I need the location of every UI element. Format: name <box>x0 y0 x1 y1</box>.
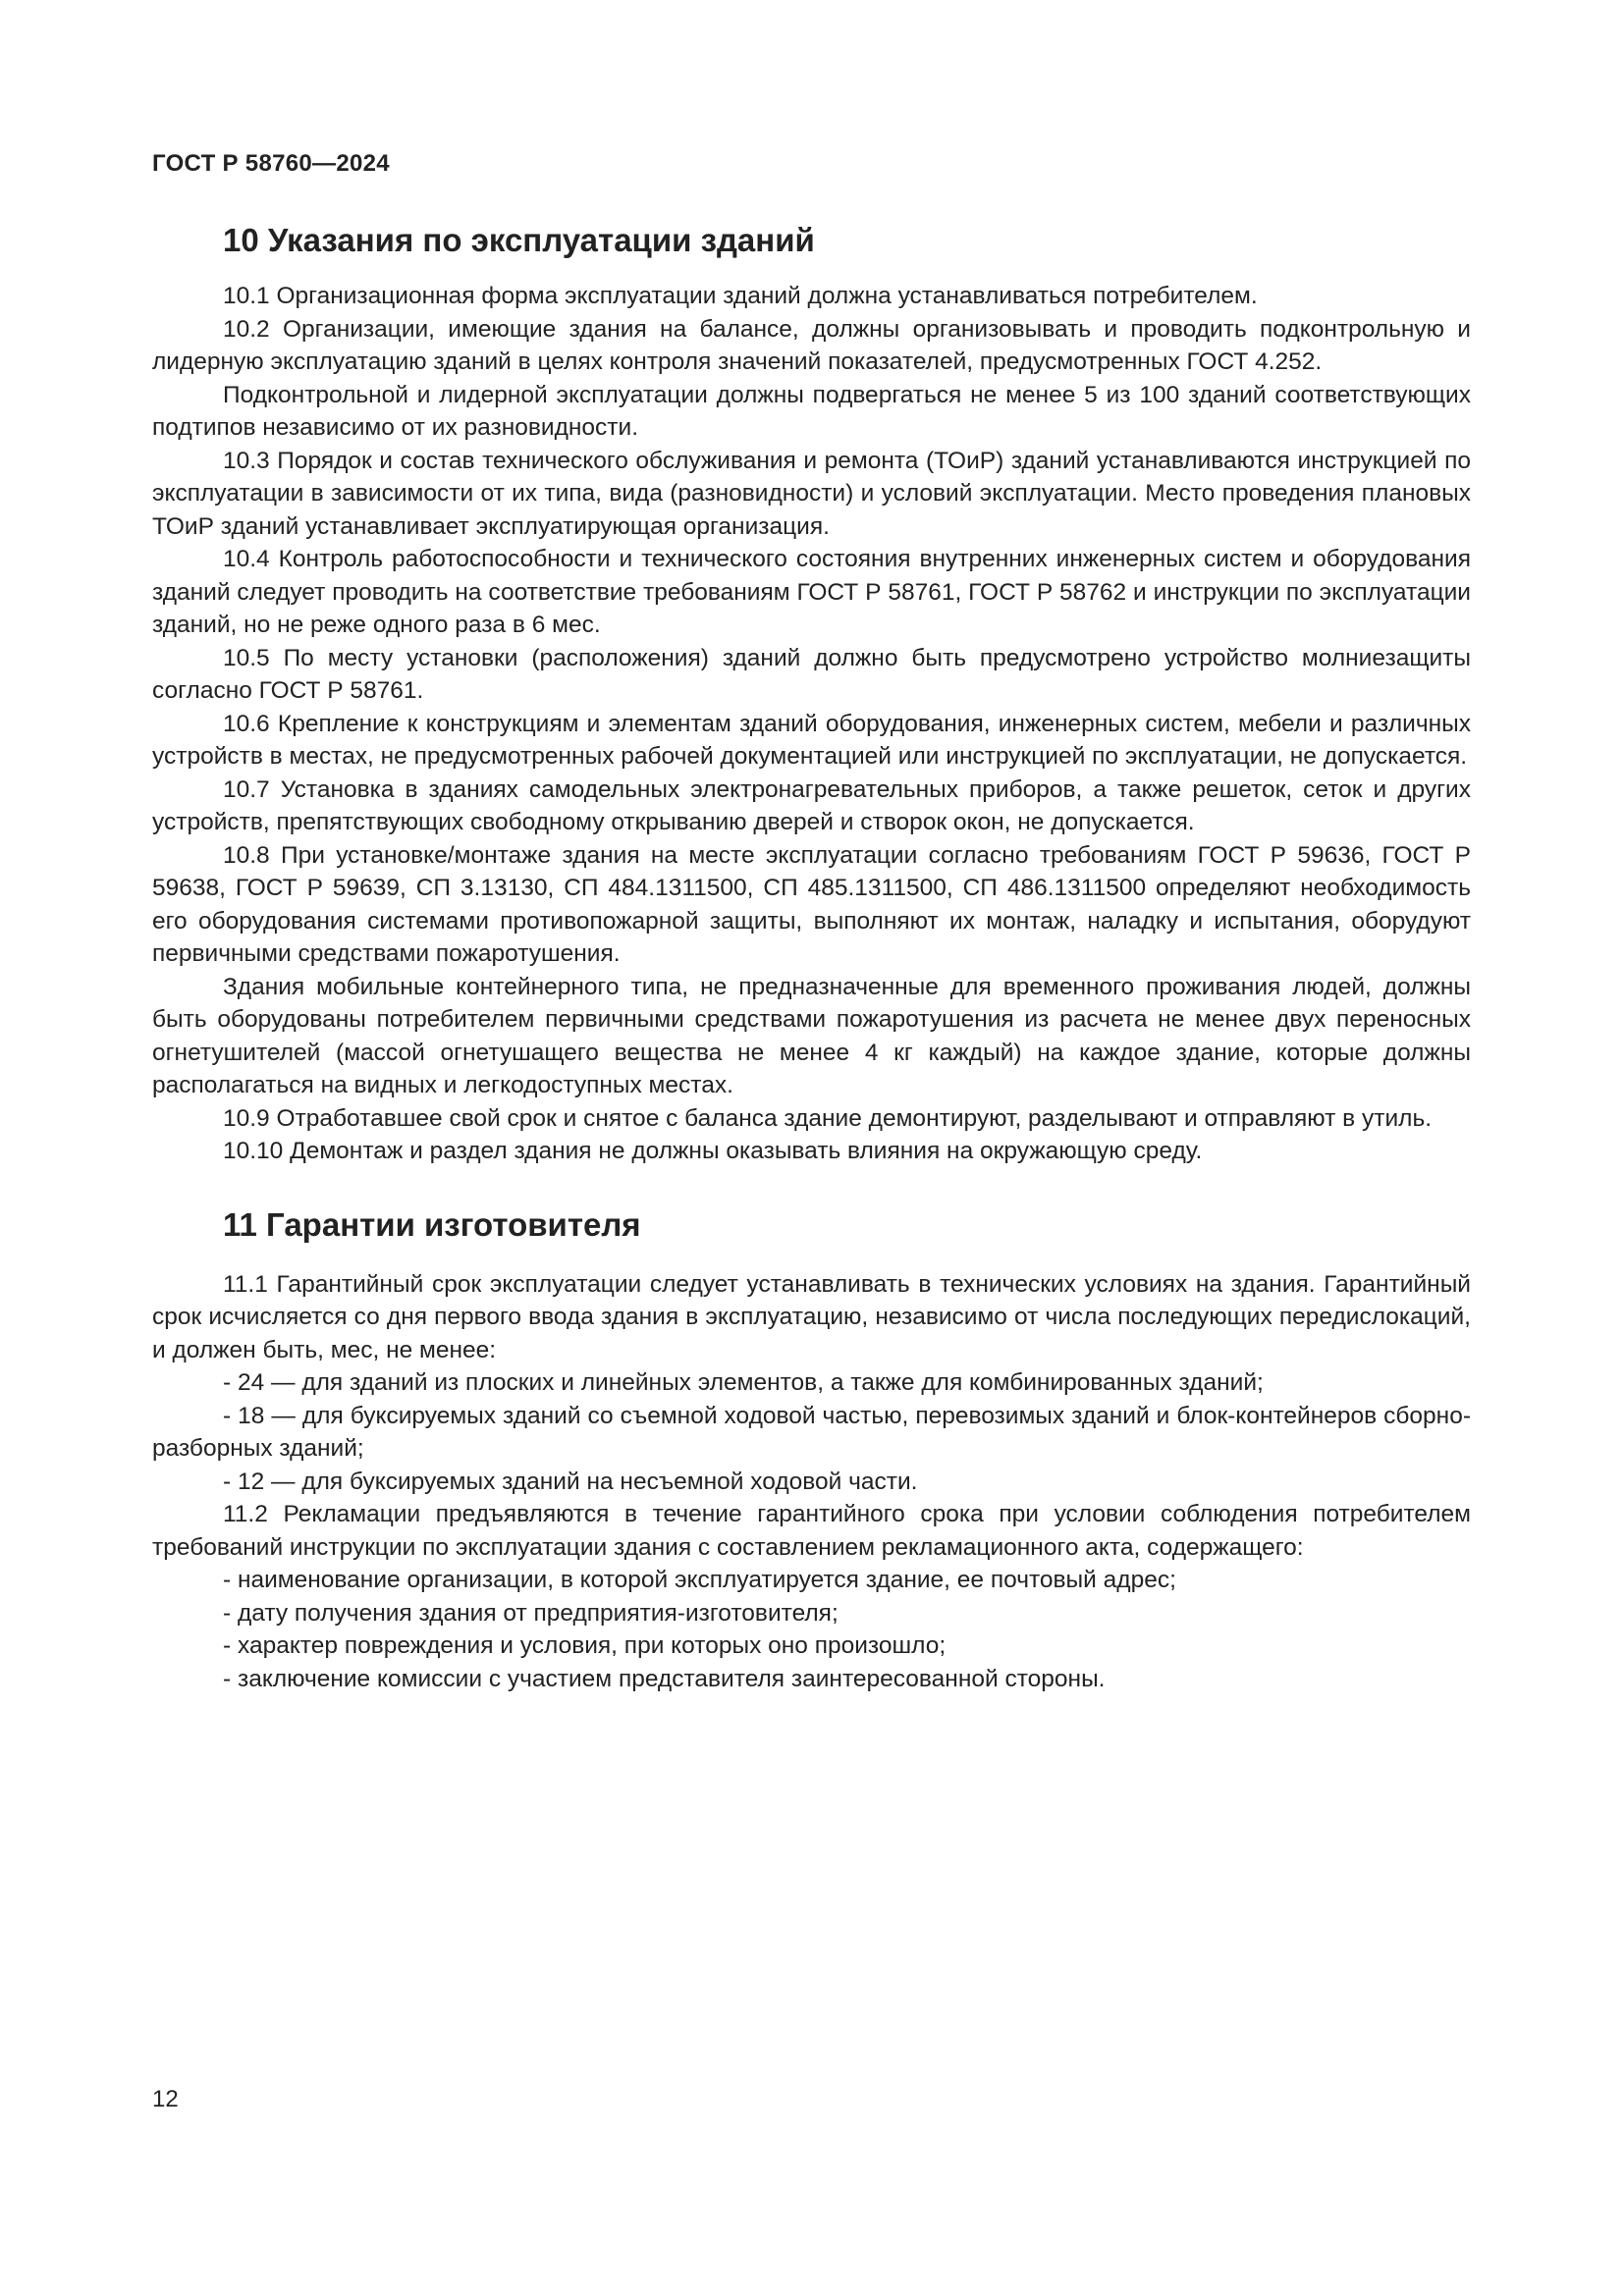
document-code: ГОСТ Р 58760—2024 <box>152 150 390 177</box>
paragraph-10-4: 10.4 Контроль работоспособности и технического состояния внутренних инженерных систем и оборудования зданий следует проводить на соответствие требованиям ГОСТ Р 58761, ГОСТ Р 58762 и инструкции по эксплуатации зданий, но не реже одного раза в 6 мес. <box>152 546 1471 638</box>
document-body <box>152 221 1471 1695</box>
section-10-body <box>152 280 1471 1168</box>
list-item: - 18 — для буксируемых зданий со съемной ходовой частью, перевозимых зданий и блок-контейнеров сборно-разборных зданий; <box>152 1402 1471 1462</box>
page-number: 12 <box>152 2086 179 2112</box>
paragraph-10-8: 10.8 При установке/монтаже здания на месте эксплуатации согласно требованиям ГОСТ Р 59636, ГОСТ Р 59638, ГОСТ Р 59639, СП 3.13130, СП 484.1311500, СП 485.1311500, СП 486.1311500 определяют необходимость его оборудования системами противопожарной защиты, выполняют их монтаж, наладку и испытания, оборудуют первичными средствами пожаротушения. <box>152 841 1471 967</box>
list-item: - наименование организации, в которой эксплуатируется здание, ее почтовый адрес; <box>223 1567 1176 1593</box>
list-item: - 24 — для зданий из плоских и линейных элементов, а также для комбинированных зданий; <box>223 1369 1264 1396</box>
paragraph-10-3: 10.3 Порядок и состав технического обслуживания и ремонта (ТОиР) зданий устанавливаются инструкцией по эксплуатации в зависимости от их типа, вида (разновидности) и условий эксплуатации. Место проведения плановых ТОиР зданий устанавливает эксплуатирующая организация. <box>152 447 1471 540</box>
paragraph-10-7: 10.7 Установка в зданиях самодельных электронагревательных приборов, а также решеток, сеток и других устройств, препятствующих свободному открыванию дверей и створок окон, не допускается. <box>152 775 1471 835</box>
paragraph-10-2: 10.2 Организации, имеющие здания на балансе, должны организовывать и проводить подконтрольную и лидерную эксплуатацию зданий в целях контроля значений показателей, предусмотренных ГОСТ 4.252. <box>152 315 1471 375</box>
section-11-title: 11 Гарантии изготовителя <box>223 1205 641 1243</box>
paragraph-10-1: 10.1 Организационная форма эксплуатации зданий должна устанавливаться потребителем. <box>223 283 1258 309</box>
list-item: - характер повреждения и условия, при которых оно произошло; <box>223 1632 947 1659</box>
list-item: - дату получения здания от предприятия-изготовителя; <box>223 1599 839 1627</box>
paragraph-10-8-note: Здания мобильные контейнерного типа, не предназначенные для временного проживания людей, должны быть оборудованы потребителем первичными средствами пожаротушения из расчета не менее двух переносных огнетушителей (массой огнетушащего вещества не менее 4 кг каждый) на каждое здание, которые должны располагаться на видных и легкодоступных местах. <box>152 973 1471 1098</box>
paragraph-10-10: 10.10 Демонтаж и раздел здания не должны оказывать влияния на окружающую среду. <box>223 1138 1203 1164</box>
list-item: - заключение комиссии с участием представителя заинтересованной стороны. <box>223 1665 1106 1692</box>
list-item: - 12 — для буксируемых зданий на несъемной ходовой части. <box>223 1468 918 1495</box>
paragraph-11-2: 11.2 Рекламации предъявляются в течение гарантийного срока при условии соблюдения потребителем требований инструкции по эксплуатации здания с составлением рекламационного акта, содержащего: <box>152 1501 1471 1561</box>
section-11-body <box>152 1268 1471 1696</box>
section-10-title: 10 Указания по эксплуатации зданий <box>223 222 815 258</box>
paragraph-10-5: 10.5 По месту установки (расположения) зданий должно быть предусмотрено устройство молниезащиты согласно ГОСТ Р 58761. <box>152 644 1471 704</box>
paragraph-11-1: 11.1 Гарантийный срок эксплуатации следует устанавливать в технических условиях на здания. Гарантийный срок исчисляется со дня первого ввода здания в эксплуатацию, независимо от числа последующих передислокаций, и должен быть, мес, не менее: <box>152 1270 1471 1363</box>
paragraph-10-2-note: Подконтрольной и лидерной эксплуатации должны подвергаться не менее 5 из 100 зданий соответствующих подтипов независимо от их разновидности. <box>152 381 1471 441</box>
paragraph-10-6: 10.6 Крепление к конструкциям и элементам зданий оборудования, инженерных систем, мебели и различных устройств в местах, не предусмотренных рабочей документацией или инструкцией по эксплуатации, не допускается. <box>152 710 1471 770</box>
paragraph-10-9: 10.9 Отработавшее свой срок и снятое с баланса здание демонтируют, разделывают и отправляют в утиль. <box>223 1104 1433 1132</box>
